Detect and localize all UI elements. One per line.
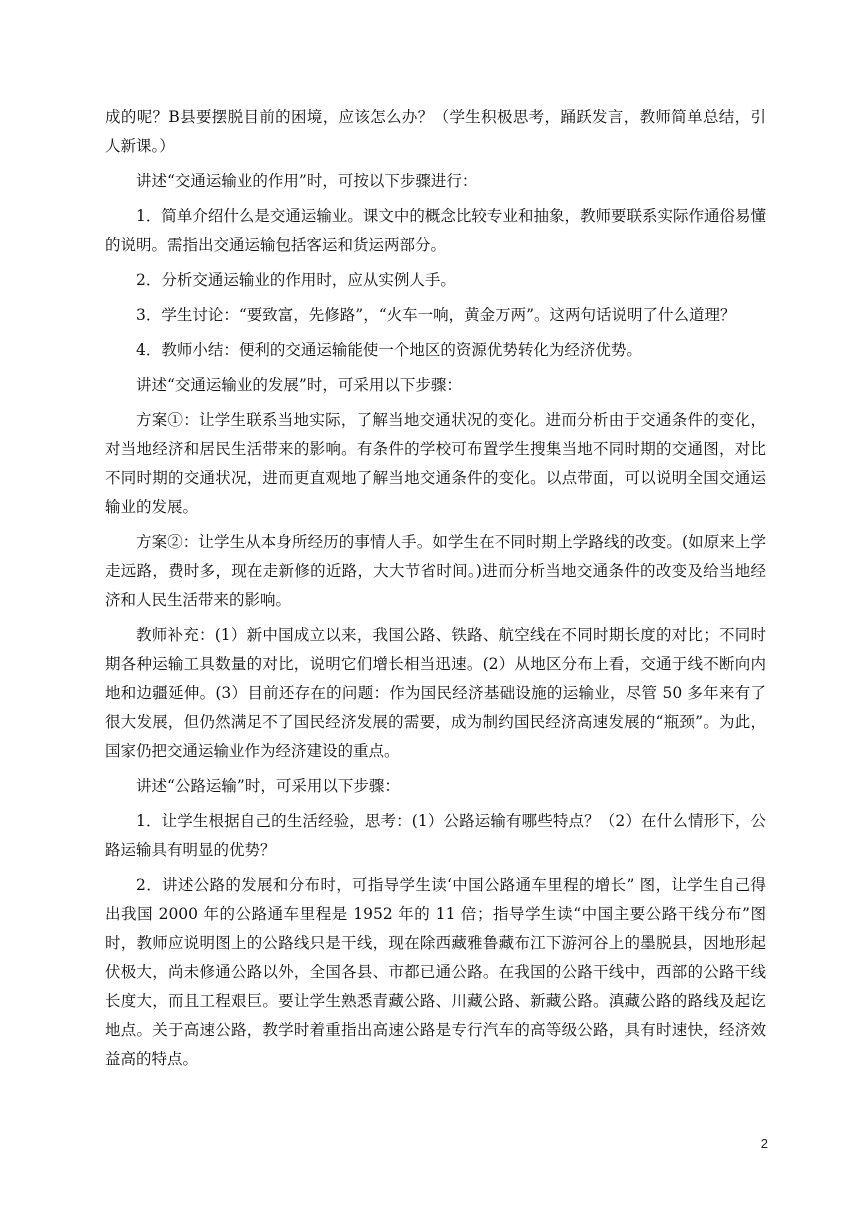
paragraph-8: 方案②：让学生从本身所经历的事情人手。如学生在不同时期上学路线的改变。(如原来上学走远路，费时多，现在走新修的近路，大大节省时间。)进而分析当地交通条件的改变及给当地经济和人民生活带来的影响。 xyxy=(105,533,766,609)
page-number: 2 xyxy=(760,1136,768,1151)
paragraph-4: 3．学生讨论：“要致富，先修路”，“火车一响，黄金万两”。这两句话说明了什么道理？ xyxy=(136,306,736,324)
paragraph-2: 1．简单介绍什么是交通运输业。课文中的概念比较专业和抽象，教师要联系实际作通俗易懂的说明。需指出交通运输包括客运和货运两部分。 xyxy=(105,207,766,254)
document-body xyxy=(105,103,766,1080)
paragraph-1: 讲述“交通运输业的作用”时，可按以下步骤进行： xyxy=(136,172,478,190)
paragraph-11: 1．让学生根据自己的生活经验，思考：(1）公路运输有哪些特点？（2）在什么情形下，公路运输具有明显的优势？ xyxy=(105,812,766,859)
paragraph-5: 4．教师小结：便利的交通运输能使一个地区的资源优势转化为经济优势。 xyxy=(136,341,642,359)
paragraph-12: 2．讲述公路的发展和分布时，可指导学生读‘中国公路通车里程的增长” 图，让学生自己得出我国 2000 年的公路通车里程是 1952 年的 11 倍；指导学生读“中国主要公路干线分布”图时，教师应说明图上的公路线只是干线，现在除西藏雅鲁藏布江下游河谷上的墨脱县，因地形起伏极大，尚未修通公路以外，全国各县、市都已通公路。在我国的公路干线中，西部的公路干线长度大，而且工程艰巨。要让学生熟悉青藏公路、川藏公路、新藏公路。滇藏公路的路线及起讫地点。关于高速公路，教学时着重指出高速公路是专行汽车的高等级公路，具有时速快，经济效益高的特点。 xyxy=(105,876,766,1068)
paragraph-7: 方案①：让学生联系当地实际，了解当地交通状况的变化。进而分析由于交通条件的变化，对当地经济和居民生活带来的影响。有条件的学校可布置学生搜集当地不同时期的交通图，对比不同时期的交通状况，进而更直观地了解当地交通条件的变化。以点带面，可以说明全国交通运输业的发展。 xyxy=(105,411,766,516)
paragraph-3: 2．分析交通运输业的作用时，应从实例人手。 xyxy=(136,271,456,289)
paragraph-9: 教师补充：(1）新中国成立以来，我国公路、铁路、航空线在不同时期长度的对比；不同时期各种运输工具数量的对比，说明它们增长相当迅速。(2）从地区分布上看，交通于线不断向内地和边疆延伸。(3）目前还存在的问题：作为国民经济基础设施的运输业，尽管 50 多年来有了很大发展，但仍然满足不了国民经济发展的需要，成为制约国民经济高速发展的“瓶颈”。为此，国家仍把交通运输业作为经济建设的重点。 xyxy=(105,626,766,760)
paragraph-6: 讲述“交通运输业的发展”时，可采用以下步骤： xyxy=(136,376,462,394)
paragraph-10: 讲述“公路运输”时，可采用以下步骤： xyxy=(136,777,400,795)
paragraph-0: 成的呢？B县要摆脱目前的困境，应该怎么办？（学生积极思考，踊跃发言，教师简单总结，引人新课。） xyxy=(105,108,766,155)
